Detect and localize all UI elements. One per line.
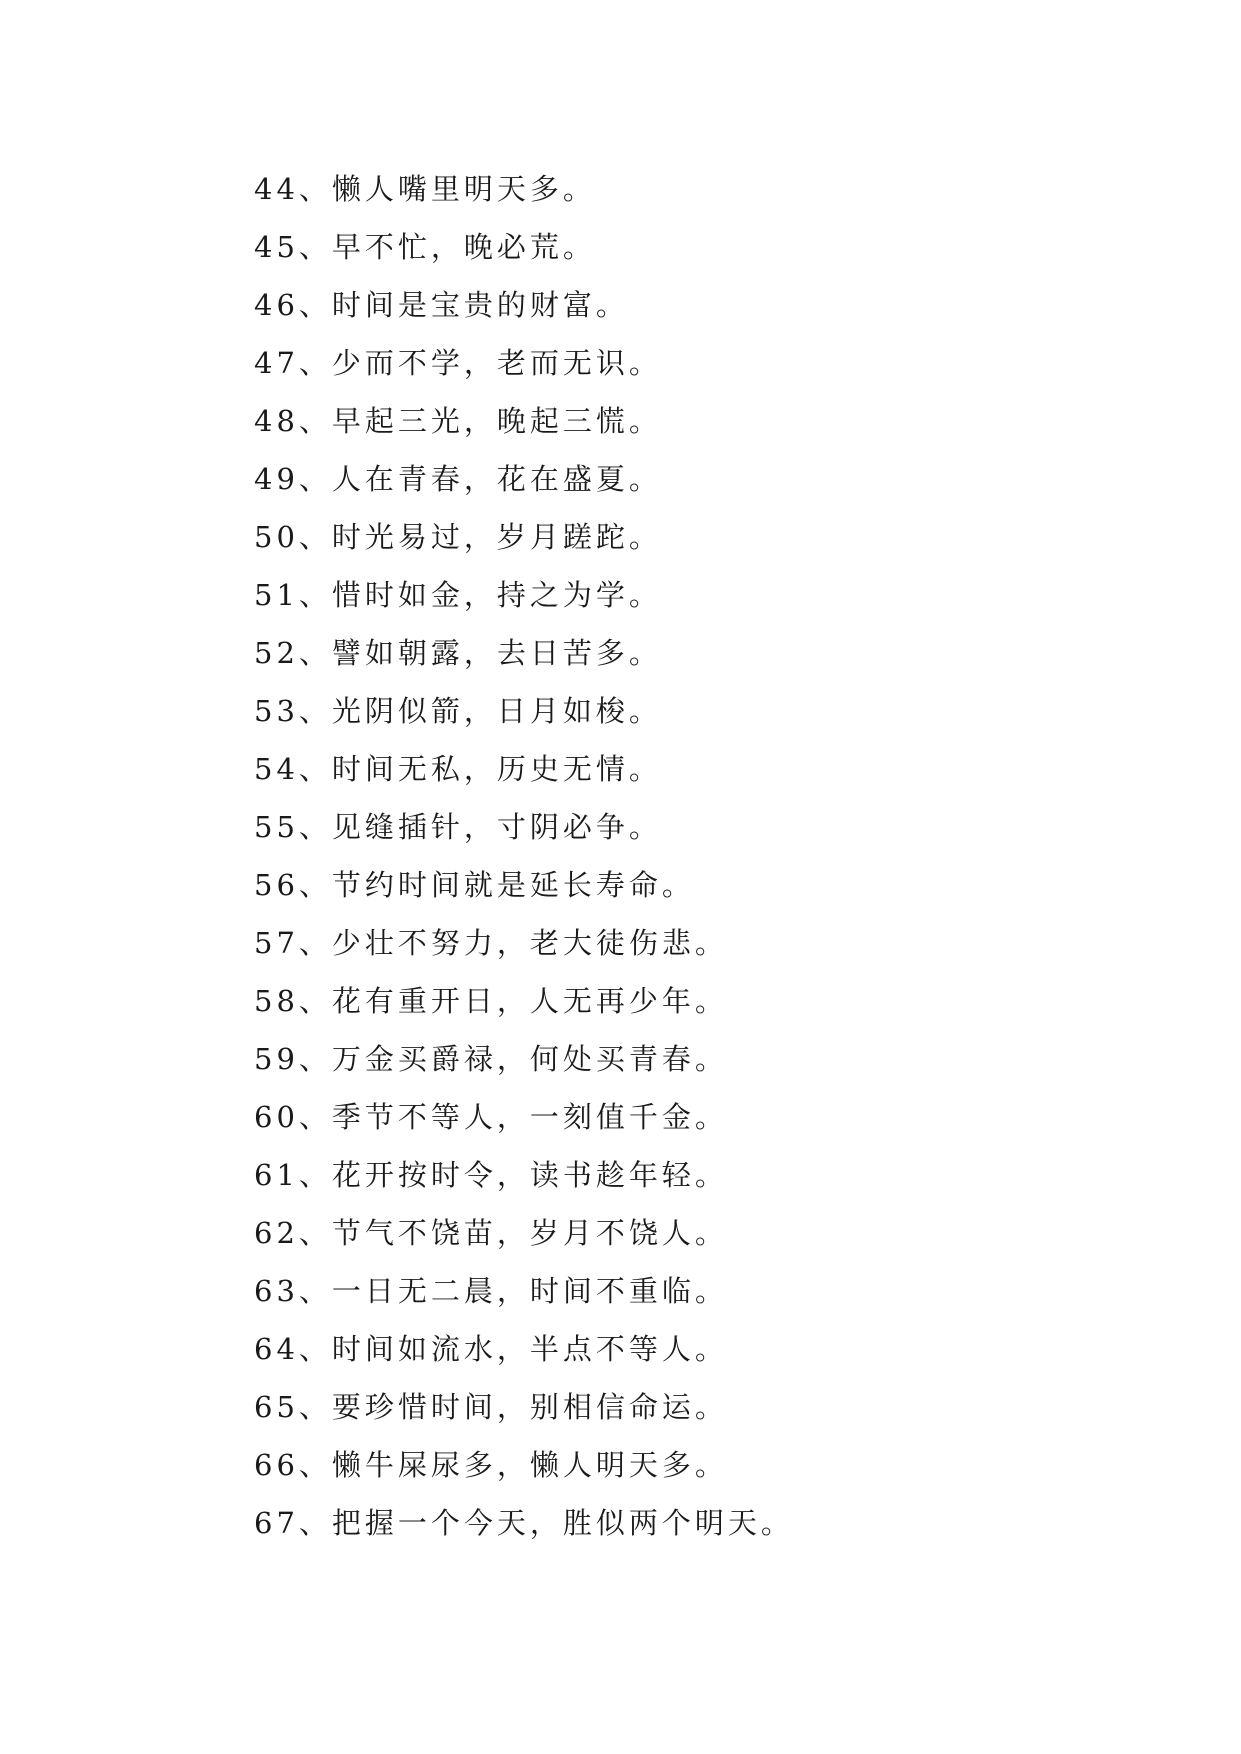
proverb-line: 60、季节不等人，一刻值千金。 (254, 1100, 728, 1134)
proverb-line: 44、懒人嘴里明天多。 (254, 172, 596, 206)
proverb-line: 64、时间如流水，半点不等人。 (254, 1332, 728, 1366)
proverb-line: 49、人在青春，花在盛夏。 (254, 462, 662, 496)
proverb-line: 58、花有重开日，人无再少年。 (254, 984, 728, 1018)
proverb-line: 65、要珍惜时间，别相信命运。 (254, 1390, 728, 1424)
proverb-line: 56、节约时间就是延长寿命。 (254, 868, 695, 902)
proverb-list (254, 160, 794, 1552)
proverb-line: 63、一日无二晨，时间不重临。 (254, 1274, 728, 1308)
proverb-line: 55、见缝插针，寸阴必争。 (254, 810, 662, 844)
proverb-line: 45、早不忙，晚必荒。 (254, 230, 596, 264)
proverb-line: 50、时光易过，岁月蹉跎。 (254, 520, 662, 554)
proverb-line: 52、譬如朝露，去日苦多。 (254, 636, 662, 670)
proverb-line: 59、万金买爵禄，何处买青春。 (254, 1042, 728, 1076)
proverb-line: 51、惜时如金，持之为学。 (254, 578, 662, 612)
proverb-line: 66、懒牛屎尿多，懒人明天多。 (254, 1448, 728, 1482)
proverb-line: 47、少而不学，老而无识。 (254, 346, 662, 380)
proverb-line: 62、节气不饶苗，岁月不饶人。 (254, 1216, 728, 1250)
proverb-line: 67、把握一个今天，胜似两个明天。 (254, 1506, 794, 1540)
proverb-line: 57、少壮不努力，老大徒伤悲。 (254, 926, 728, 960)
proverb-line: 46、时间是宝贵的财富。 (254, 288, 629, 322)
proverb-line: 54、时间无私，历史无情。 (254, 752, 662, 786)
proverb-line: 53、光阴似箭，日月如梭。 (254, 694, 662, 728)
proverb-line: 48、早起三光，晚起三慌。 (254, 404, 662, 438)
proverb-line: 61、花开按时令，读书趁年轻。 (254, 1158, 728, 1192)
